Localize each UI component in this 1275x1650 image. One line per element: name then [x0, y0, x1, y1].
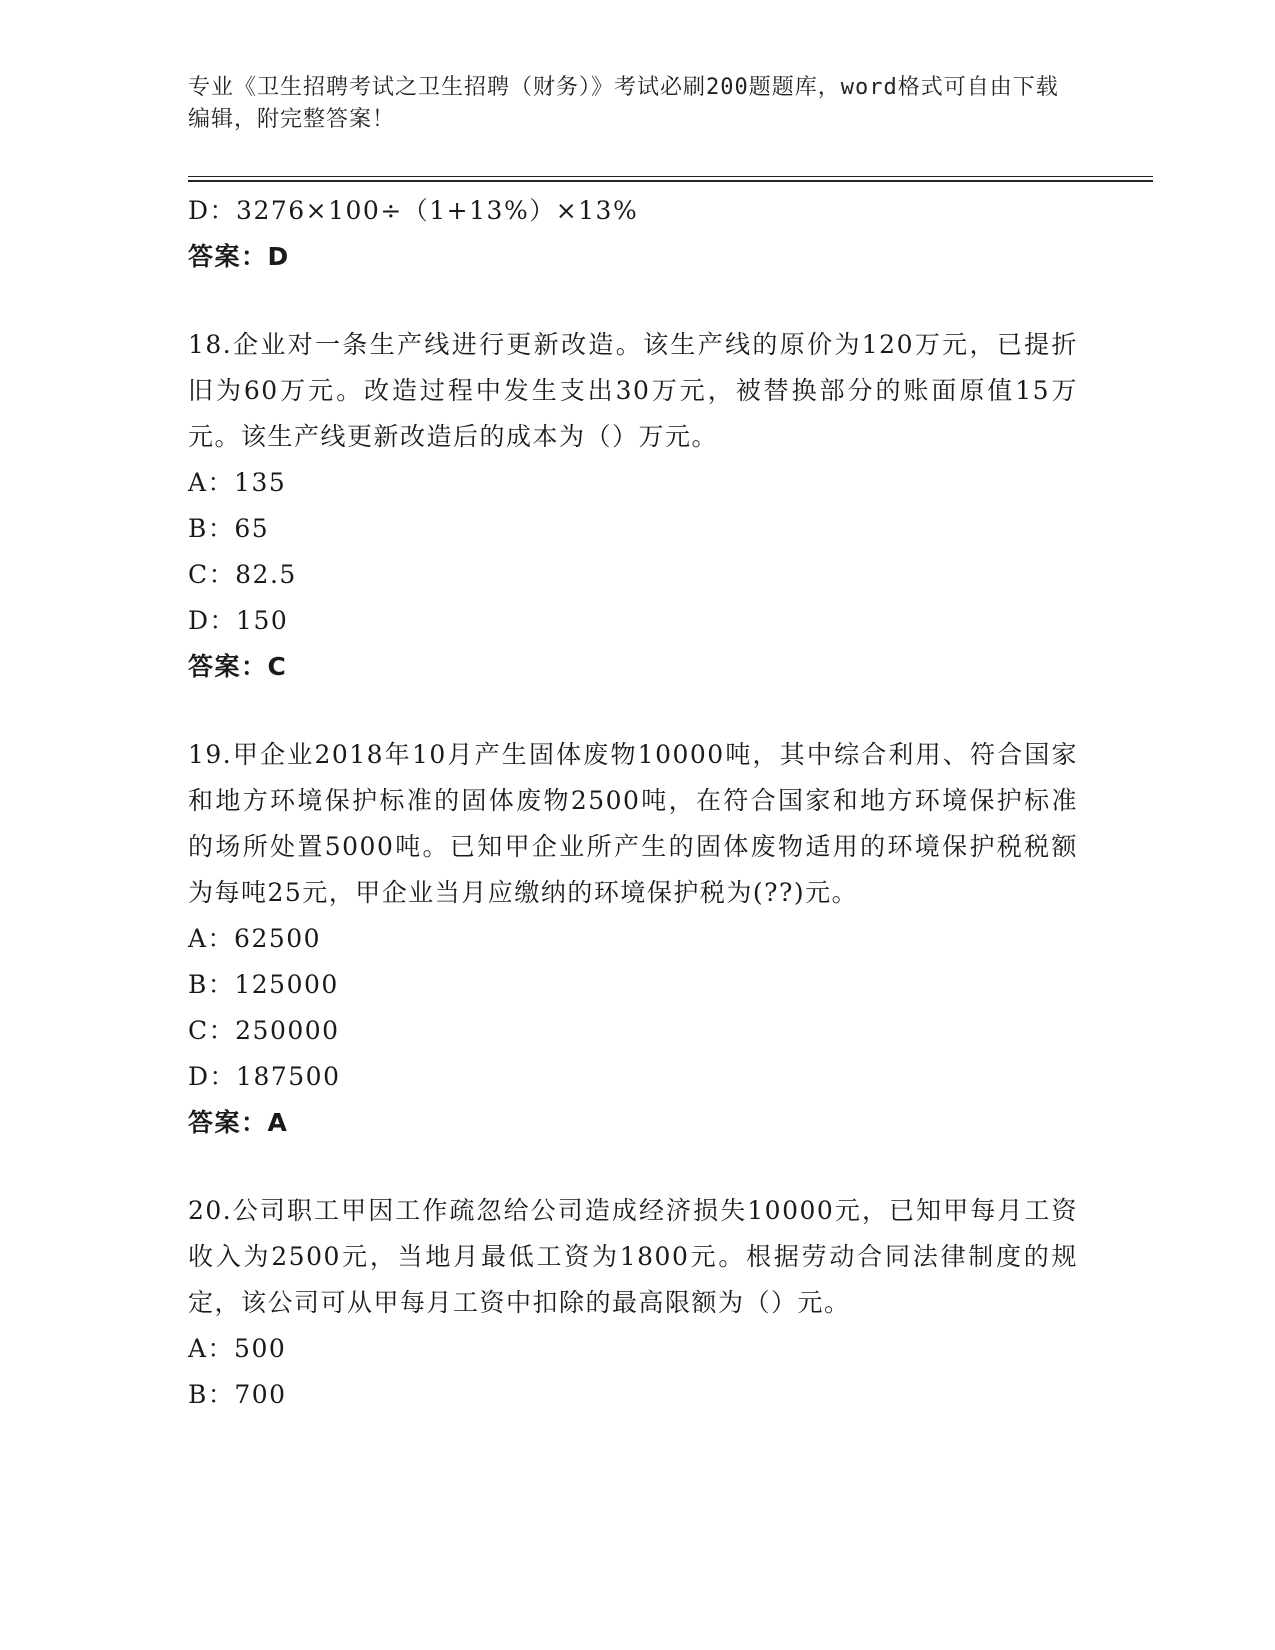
answer-line: 答案：A	[188, 1108, 289, 1137]
option-b: B：700	[188, 1380, 287, 1409]
option-c: C：82.5	[188, 560, 297, 589]
question-18	[188, 322, 1078, 690]
page-header: 专业《卫生招聘考试之卫生招聘（财务）》考试必刷200题题库，word格式可自由下载编辑，附完整答案！	[188, 75, 1059, 132]
option-d: D：150	[188, 606, 289, 635]
question-19	[188, 732, 1078, 1146]
option-a: A：62500	[188, 924, 322, 953]
option-c: C：250000	[188, 1016, 340, 1045]
option-d: D：3276×100÷（1+13%）×13%	[188, 196, 639, 225]
question-text: 20.公司职工甲因工作疏忽给公司造成经济损失10000元，已知甲每月工资收入为2500元，当地月最低工资为1800元。根据劳动合同法律制度的规定，该公司可从甲每月工资中扣除的最高限额为（）元。	[188, 1196, 1078, 1317]
option-a: A：135	[188, 468, 287, 497]
option-b: B：125000	[188, 970, 339, 999]
answer-line: 答案：C	[188, 652, 288, 681]
question-text: 19.甲企业2018年10月产生固体废物10000吨，其中综合利用、符合国家和地方环境保护标准的固体废物2500吨，在符合国家和地方环境保护标准的场所处置5000吨。已知甲企业所产生的固体废物适用的环境保护税税额为每吨25元，甲企业当月应缴纳的环境保护税为(??)元。	[188, 740, 1078, 907]
answer-line: 答案：D	[188, 242, 290, 271]
question-20	[188, 1188, 1078, 1418]
option-a: A：500	[188, 1334, 287, 1363]
header-divider-thin	[188, 176, 1153, 177]
question-text: 18.企业对一条生产线进行更新改造。该生产线的原价为120万元，已提折旧为60万元。改造过程中发生支出30万元，被替换部分的账面原值15万元。该生产线更新改造后的成本为（）万元。	[188, 330, 1078, 451]
option-d: D：187500	[188, 1062, 341, 1091]
header-divider-thick	[188, 180, 1153, 182]
option-b: B：65	[188, 514, 270, 543]
document-body	[188, 188, 1078, 1418]
